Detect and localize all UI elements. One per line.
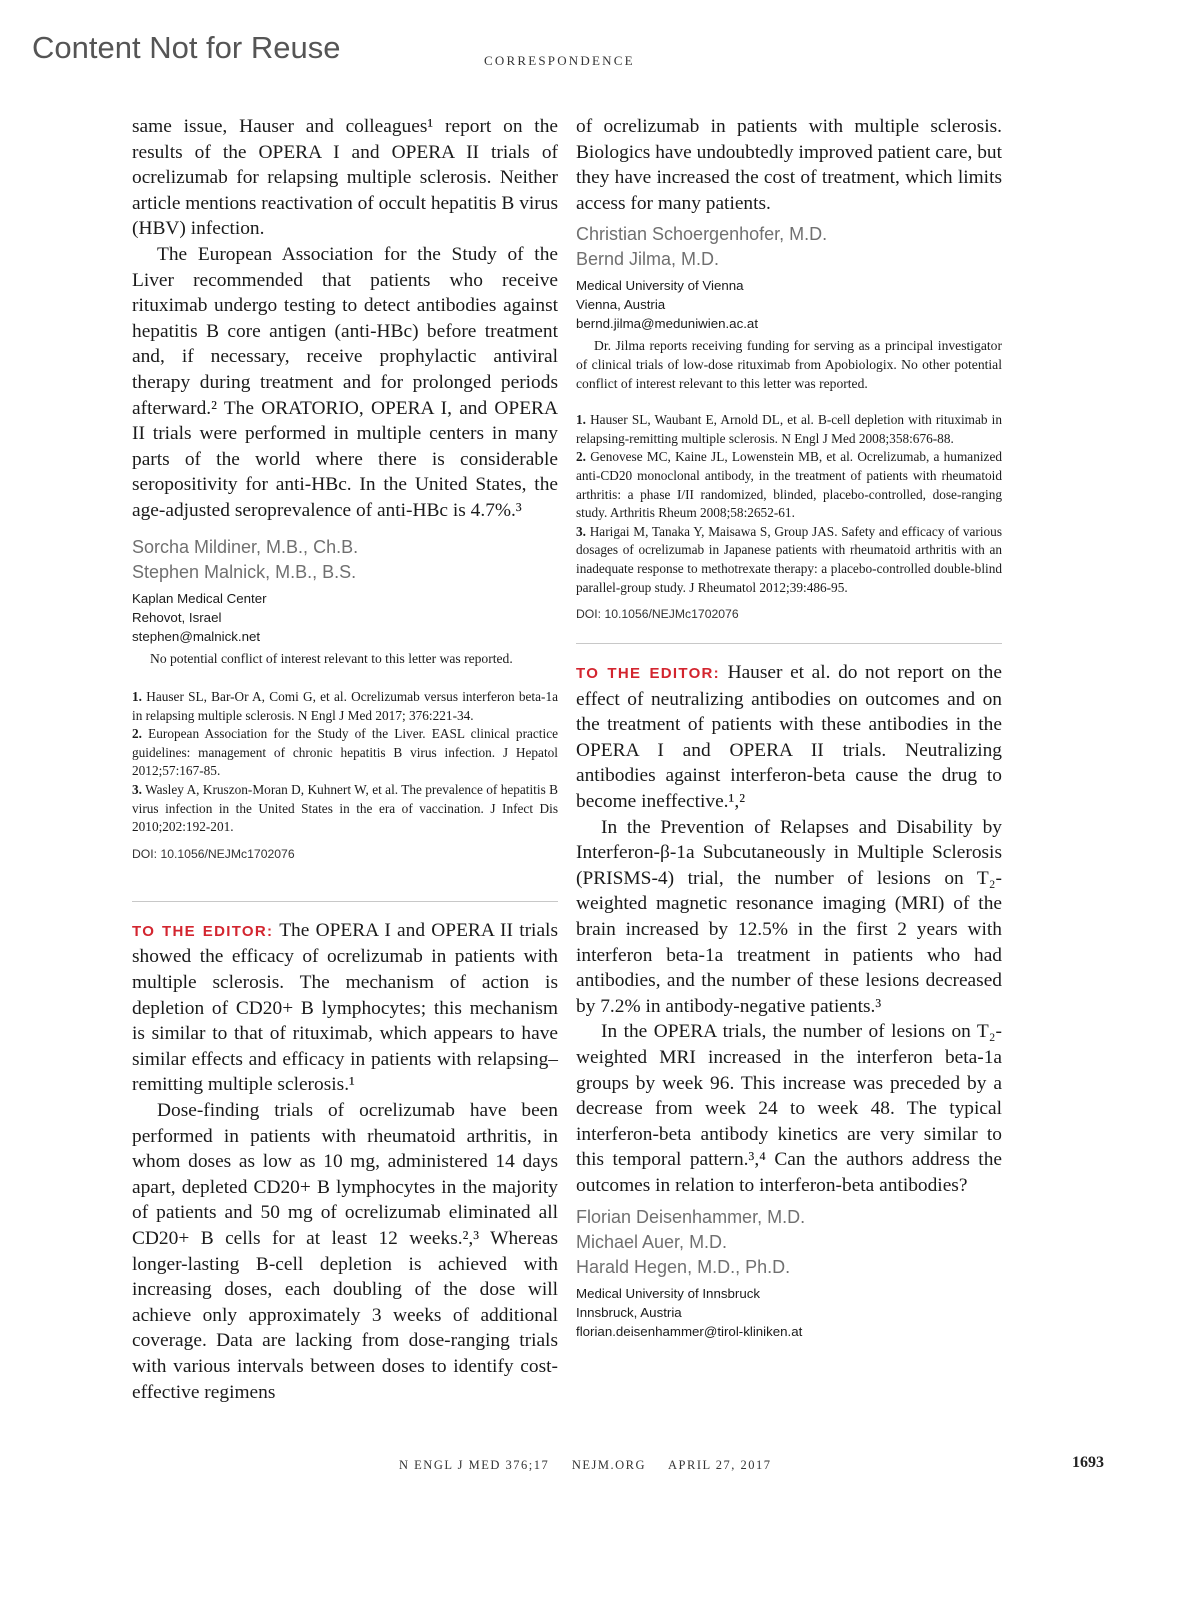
author-email: stephen@malnick.net	[132, 628, 261, 644]
reference-item	[576, 448, 1002, 522]
author-name: Bernd Jilma, M.D.	[576, 249, 720, 270]
reference-item	[132, 781, 558, 837]
letter1-paragraph-1: same issue, Hauser and colleagues¹ report on the results of the OPERA I and OPERA II trials of ocrelizumab for relapsing multiple sclerosis. Neither article mentions reactivation of occult hepatitis B virus (HBV) infection.	[132, 116, 558, 240]
letter2-text: The OPERA I and OPERA II trials showed the efficacy of ocrelizumab in patients with multiple sclerosis. The mechanism of action is depletion of CD20+ B lymphocytes; this mechanism is similar to that of rituximab, which appears to have similar effects and efficacy in patients with relapsing–remitting multiple sclerosis.¹	[132, 919, 558, 1096]
to-the-editor-label: TO THE EDITOR:	[576, 665, 720, 683]
reference-number: 3.	[576, 523, 586, 539]
page-number: 1693	[1072, 1454, 1104, 1471]
reference-list	[132, 688, 558, 837]
letter3-paragraph-1	[576, 660, 1002, 815]
reference-item	[576, 411, 1002, 448]
letter3-paragraph-2: In the Prevention of Relapses and Disability by Interferon-β-1a Subcutaneously in Multiple Sclerosis (PRISMS-4) trial, the number of lesions on T₂-weighted magnetic resonance imaging (MRI) of the brain increased by 12.5% in the first 2 years with interferon beta-1a treatment in patients who had antibodies, and the number of these lesions decreased by 7.2% in antibody-negative patients.³	[576, 816, 1002, 1017]
affiliation-line: Kaplan Medical Center	[132, 590, 267, 606]
reference-text: Genovese MC, Kaine JL, Lowenstein MB, et al. Ocrelizumab, a humanized anti-CD20 monoclonal antibody, in the treatment of patients with rheumatoid arthritis: a phase I/II randomized, blinded, placebo-controlled, dose-ranging study. Arthritis Rheum 2008;58:2652-61.	[576, 449, 1002, 521]
footer-journal: N ENGL J MED 376;17	[399, 1458, 550, 1472]
letter2-paragraph-continued: of ocrelizumab in patients with multiple sclerosis. Biologics have undoubtedly improved patient care, but they have increased the cost of treatment, which limits access for many patients.	[576, 116, 1002, 214]
affiliation-line: Innsbruck, Austria	[576, 1304, 682, 1320]
reference-number: 3.	[132, 782, 142, 798]
reference-text: Hauser SL, Waubant E, Arnold DL, et al. B-cell depletion with rituximab in relapsing-remitting multiple sclerosis. N Engl J Med 2008;358:676-88.	[576, 412, 1002, 446]
left-column	[132, 114, 558, 1405]
section-header: CORRESPONDENCE	[484, 53, 635, 68]
doi-link[interactable]: DOI: 10.1056/NEJMc1702076	[576, 607, 739, 622]
reference-item	[132, 725, 558, 781]
affiliation-line: Medical University of Vienna	[576, 278, 744, 294]
reference-list	[576, 411, 1002, 597]
letter3-text: Hauser et al. do not report on the effect of neutralizing antibodies on outcomes and on the treatment of patients with these antibodies in the OPERA I and OPERA II trials. Neutralizing antibodies against interferon-beta cause the drug to become ineffective.¹,²	[576, 662, 1002, 813]
reference-text: Hauser SL, Bar-Or A, Comi G, et al. Ocrelizumab versus interferon beta-1a in relapsing multiple sclerosis. N Engl J Med 2017; 376:221-34.	[132, 689, 558, 723]
reference-number: 2.	[132, 726, 142, 742]
reference-number: 1.	[132, 689, 142, 705]
reference-text: Wasley A, Kruszon-Moran D, Kuhnert W, et al. The prevalence of hepatitis B virus infection in the United States in the era of vaccination. J Infect Dis 2010;202:192-201.	[132, 782, 558, 835]
reference-text: Harigai M, Tanaka Y, Maisawa S, Group JAS. Safety and efficacy of various dosages of ocrelizumab in Japanese patients with rheumatoid arthritis with an inadequate response to methotrexate therapy: a placebo-controlled double-blind parallel-group study. J Rheumatol 2012;39:486-95.	[576, 523, 1003, 595]
right-column	[576, 114, 1002, 1341]
author-name: Sorcha Mildiner, M.B., Ch.B.	[132, 536, 359, 557]
author-email: bernd.jilma@meduniwien.ac.at	[576, 316, 759, 332]
letter1-paragraph-2: The European Association for the Study of the Liver recommended that patients who receive rituximab undergo testing to detect antibodies against hepatitis B core antigen (anti-HBc) before treatment and, if necessary, receive prophylactic antiviral therapy during treatment and for prolonged periods afterward.² The ORATORIO, OPERA I, and OPERA II trials were performed in multiple centers in many parts of the world where there is considerable seropositivity for anti-HBc. In the United States, the age-adjusted seroprevalence of anti-HBc is 4.7%.³	[132, 243, 558, 521]
footer-site[interactable]: NEJM.ORG	[571, 1458, 647, 1472]
reference-text: European Association for the Study of the Liver. EASL clinical practice guidelines: management of chronic hepatitis B virus infection. J Hepatol 2012;57:167-85.	[132, 726, 559, 779]
watermark: Content Not for Reuse	[32, 30, 341, 65]
author-name: Florian Deisenhammer, M.D.	[576, 1206, 806, 1227]
author-name: Harald Hegen, M.D., Ph.D.	[576, 1256, 791, 1277]
reference-item	[576, 523, 1002, 597]
footer-date: APRIL 27, 2017	[668, 1458, 772, 1472]
letter2-paragraph-1	[132, 918, 558, 1098]
affiliation-line: Medical University of Innsbruck	[576, 1285, 761, 1301]
letter2-paragraph-2: Dose-finding trials of ocrelizumab have been performed in patients with rheumatoid arthritis, in whom doses as low as 10 mg, administered 14 days apart, depleted CD20+ B lymphocytes in the majority of patients and 50 mg of ocrelizumab eliminated all CD20+ B cells for at least 12 weeks.²,³ Whereas longer-lasting B-cell depletion is achieved with increasing doses, each doubling of the dose will achieve only approximately 3 weeks of additional coverage. Data are lacking from dose-ranging trials with various intervals between doses to identify cost-effective regimens	[132, 1100, 558, 1403]
disclosure: Dr. Jilma reports receiving funding for serving as a principal investigator of clinical trials of low-dose rituximab from Apobiologix. No other potential conflict of interest relevant to this letter was reported.	[576, 338, 1002, 391]
reference-number: 1.	[576, 412, 586, 428]
author-name: Christian Schoergenhofer, M.D.	[576, 224, 828, 245]
affiliation-line: Rehovot, Israel	[132, 609, 222, 625]
page-footer	[399, 1458, 790, 1473]
to-the-editor-label: TO THE EDITOR:	[132, 922, 274, 940]
author-name: Stephen Malnick, M.B., B.S.	[132, 561, 357, 582]
letter3-paragraph-3: In the OPERA trials, the number of lesions on T₂-weighted MRI increased in the interferon beta-1a groups by week 96. This increase was preceded by a decrease from week 24 to week 48. The typical interferon-beta antibody kinetics are very similar to this temporal pattern.³,⁴ Can the authors address the outcomes in relation to interferon-beta antibodies?	[576, 1021, 1002, 1196]
disclosure: No potential conflict of interest relevant to this letter was reported.	[150, 650, 513, 666]
author-name: Michael Auer, M.D.	[576, 1231, 728, 1252]
reference-number: 2.	[576, 449, 586, 465]
author-email: florian.deisenhammer@tirol-kliniken.at	[576, 1323, 803, 1339]
reference-item	[132, 688, 558, 725]
doi-link[interactable]: DOI: 10.1056/NEJMc1702076	[132, 846, 295, 861]
affiliation-line: Vienna, Austria	[576, 297, 666, 313]
